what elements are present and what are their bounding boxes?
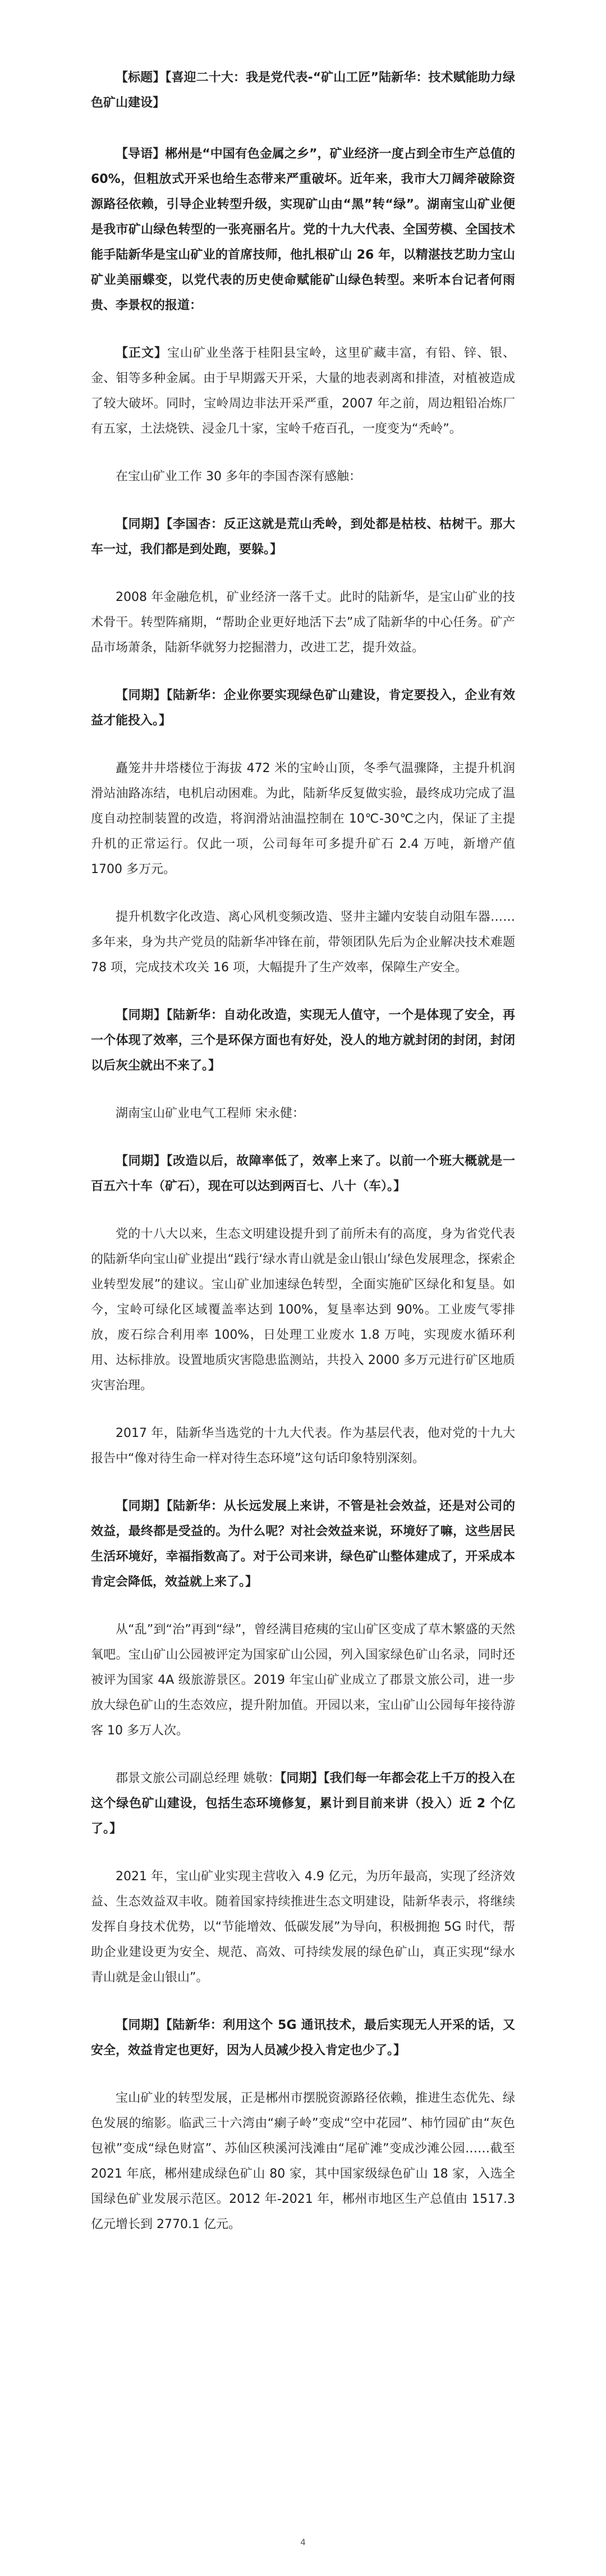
quote-text-3: 【陆新华：自动化改造，实现无人值守，一个是体现了安全，再一个体现了效率，三个是环保方面也有好处，没人的地方就封闭的封闭，封闭以后灰尘就出不来了。】 — [91, 1008, 515, 1073]
quote-tag-4: 【同期】 — [116, 1154, 167, 1168]
quote-paragraph-2 — [91, 683, 515, 733]
body-text-4: 矗笼井井塔楼位于海拔 472 米的宝岭山顶，冬季气温骤降，主提升机润滑站油路冻结，电机启动困难。为此，陆新华反复做实验，最终成功完成了温度自动控制装置的改造，将润滑站油温控制在 10℃-30℃之内，保证了主提升机的正常运行。仅此一项，公司每年可多提升矿石 2.4 万吨，新增产值 1700 多万元。 — [91, 761, 515, 876]
body-paragraph-11 — [91, 1864, 515, 1990]
quote-text-4: 【改造以后，故障率低了，效率上来了。以前一个班大概就是一百五六十车（矿石），现在可以达到两百七、八十（车）。】 — [91, 1154, 515, 1193]
body-paragraph-5 — [91, 904, 515, 980]
quote-paragraph-7 — [91, 2013, 515, 2063]
quote-text-2: 【陆新华：企业你要实现绿色矿山建设，肯定要投入，企业有效益才能投入。】 — [91, 688, 515, 728]
body-text-3: 2008 年金融危机，矿业经济一落千丈。此时的陆新华，是宝山矿业的技术骨干。转型阵痛期，“帮助企业更好地活下去”成了陆新华的中心任务。矿产品市场萧条，陆新华就努力挖掘潜力，改进工艺，提升效益。 — [91, 590, 515, 655]
intro-paragraph — [91, 141, 515, 318]
quote-paragraph-5 — [91, 1494, 515, 1595]
body-text-7: 党的十八大以来，生态文明建设提升到了前所未有的高度，身为省党代表的陆新华向宝山矿业提出“践行‘绿水青山就是金山银山’绿色发展理念，探索企业转型发展”的建议。宝山矿业加速绿色转型，全面实施矿区绿化和复垦。如今，宝岭可绿化区域覆盖率达到 100%，复垦率达到 90%。工业废气零排放，废石综合利用率 100%，日处理工业废水 1.8 万吨，实现废水循环利用、达标排放。设置地质灾害隐患监测站，共投入 2000 多万元进行矿区地质灾害治理。 — [91, 1227, 515, 1393]
quote-tag-7: 【同期】 — [116, 2018, 166, 2032]
body-paragraph-12 — [91, 2086, 515, 2237]
body-paragraph-10 — [91, 1766, 515, 1842]
quote-tag-6: 【同期】 — [280, 1771, 324, 1785]
title-text: 【喜迎二十大：我是党代表-“矿山工匠”陆新华：技术赋能助力绿色矿山建设】 — [91, 71, 515, 110]
quote-text-6: 【我们每一年都会花上千万的投入在这个绿色矿山建设，包括生态环境修复，累计到目前来讲（投入）近 2 个亿了。】 — [91, 1771, 515, 1836]
body-text-12: 宝山矿业的转型发展，正是郴州市摆脱资源路径依赖，推进生态优先、绿色发展的缩影。临武三十六湾由“瘌子岭”变成“空中花园”、柿竹园矿由“灰色包袱”变成“绿色财富”、苏仙区秧溪河浅滩由“尾矿滩”变成沙滩公园……截至 2021 年底，郴州建成绿色矿山 80 家，其中国家级绿色矿山 18 家，入选全国绿色矿业发展示范区。2012 年-2021 年，郴州市地区生产总值由 1517.3 亿元增长到 2770.1 亿元。 — [91, 2091, 515, 2231]
quote-tag-5: 【同期】 — [116, 1499, 167, 1513]
body-paragraph-6 — [91, 1101, 515, 1126]
body-text-9: 从“乱”到“治”再到“绿”，曾经满目疮痍的宝山矿区变成了草木繁盛的天然氧吧。宝山矿山公园被评定为国家矿山公园，列入国家绿色矿山名录，同时还被评为国家 4A 级旅游景区。2019 年宝山矿业成立了郡景文旅公司，进一步放大绿色矿山的生态效应，提升附加值。开园以来，宝山矿山公园每年接待游客 10 多万人次。 — [91, 1623, 515, 1738]
body-text-5: 提升机数字化改造、离心风机变频改造、竖井主罐内安装自动阻车器……多年来，身为共产党员的陆新华冲锋在前，带领团队先后为企业解决技术难题 78 项，完成技术攻关 16 项，大幅提升了生产效率，保障生产安全。 — [91, 910, 515, 975]
body-paragraph-2 — [91, 464, 515, 489]
quote-tag-3: 【同期】 — [116, 1008, 167, 1022]
title-paragraph — [91, 65, 515, 116]
body-text-8: 2017 年，陆新华当选党的十九大代表。作为基层代表，他对党的十九大报告中“像对待生命一样对待生态环境”这句话印象特别深刻。 — [91, 1426, 515, 1466]
intro-text: 郴州是“中国有色金属之乡”，矿业经济一度占到全市生产总值的 60%，但粗放式开采也给生态带来严重破坏。近年来，我市大刀阔斧破除资源路径依赖，引导企业转型升级，实现矿山由“黑”转“绿”。湖南宝山矿业便是我市矿山绿色转型的一张亮丽名片。党的十九大代表、全国劳模、全国技术能手陆新华是宝山矿业的首席技师，他扎根矿山 26 年，以精湛技艺助力宝山矿业美丽蝶变，以党代表的历史使命赋能矿山绿色转型。来听本台记者何雨贵、李景权的报道： — [91, 147, 515, 313]
body-tag: 【正文】 — [116, 346, 167, 360]
body-paragraph-4 — [91, 756, 515, 882]
body-paragraph-8 — [91, 1421, 515, 1471]
body-paragraph-1 — [91, 341, 515, 442]
quote-paragraph-1 — [91, 512, 515, 562]
page-number: 4 — [300, 2537, 306, 2547]
intro-tag: 【导语】 — [116, 147, 166, 161]
body-text-1: 宝山矿业坐落于桂阳县宝岭，这里矿藏丰富，有铅、锌、银、金、钼等多种金属。由于早期露天开采，大量的地表剥离和排渣，对植被造成了较大破坏。同时，宝岭周边非法开采严重，2007 年之前，周边粗铅冶炼厂有五家，土法烧铁、浸金几十家，宝岭千疮百孔，一度变为“秃岭”。 — [91, 346, 515, 436]
quote-text-5: 【陆新华：从长远发展上来讲，不管是社会效益，还是对公司的效益，最终都是受益的。为什么呢？对社会效益来说，环境好了嘛，这些居民生活环境好，幸福指数高了。对于公司来讲，绿色矿山整体建成了，开采成本肯定会降低，效益就上来了。】 — [91, 1499, 515, 1589]
quote-tag-2: 【同期】 — [116, 688, 167, 702]
quote-text-1: 【李国杏：反正这就是荒山秃岭，到处都是枯枝、枯树干。那大车一过，我们都是到处跑，要躲。】 — [91, 517, 515, 557]
body-text-2: 在宝山矿业工作 30 多年的李国杏深有感触： — [116, 470, 361, 484]
body-paragraph-9 — [91, 1617, 515, 1743]
quote-paragraph-3 — [91, 1003, 515, 1078]
title-tag: 【标题】 — [116, 71, 166, 85]
body-paragraph-3 — [91, 585, 515, 660]
quote-text-7: 【陆新华：利用这个 5G 通讯技术，最后实现无人开采的话，又安全，效益肯定也更好，因为人员减少投入肯定也少了。】 — [91, 2018, 515, 2058]
body-text-6: 湖南宝山矿业电气工程师 宋永健： — [116, 1106, 305, 1121]
body-text-11: 2021 年，宝山矿业实现主营收入 4.9 亿元，为历年最高，实现了经济效益、生态效益双丰收。随着国家持续推进生态文明建设，陆新华表示，将继续发挥自身技术优势，以“节能增效、低碳发展”为导向，积极拥抱 5G 时代，帮助企业建设更为安全、规范、高效、可持续发展的绿色矿山，真正实现“绿水青山就是金山银山”。 — [91, 1870, 515, 1985]
quote-paragraph-4 — [91, 1149, 515, 1199]
quote-tag-1: 【同期】 — [116, 517, 167, 531]
body-paragraph-7 — [91, 1222, 515, 1398]
body-text-10-lead: 郡景文旅公司副总经理 姚敬： — [116, 1771, 281, 1785]
